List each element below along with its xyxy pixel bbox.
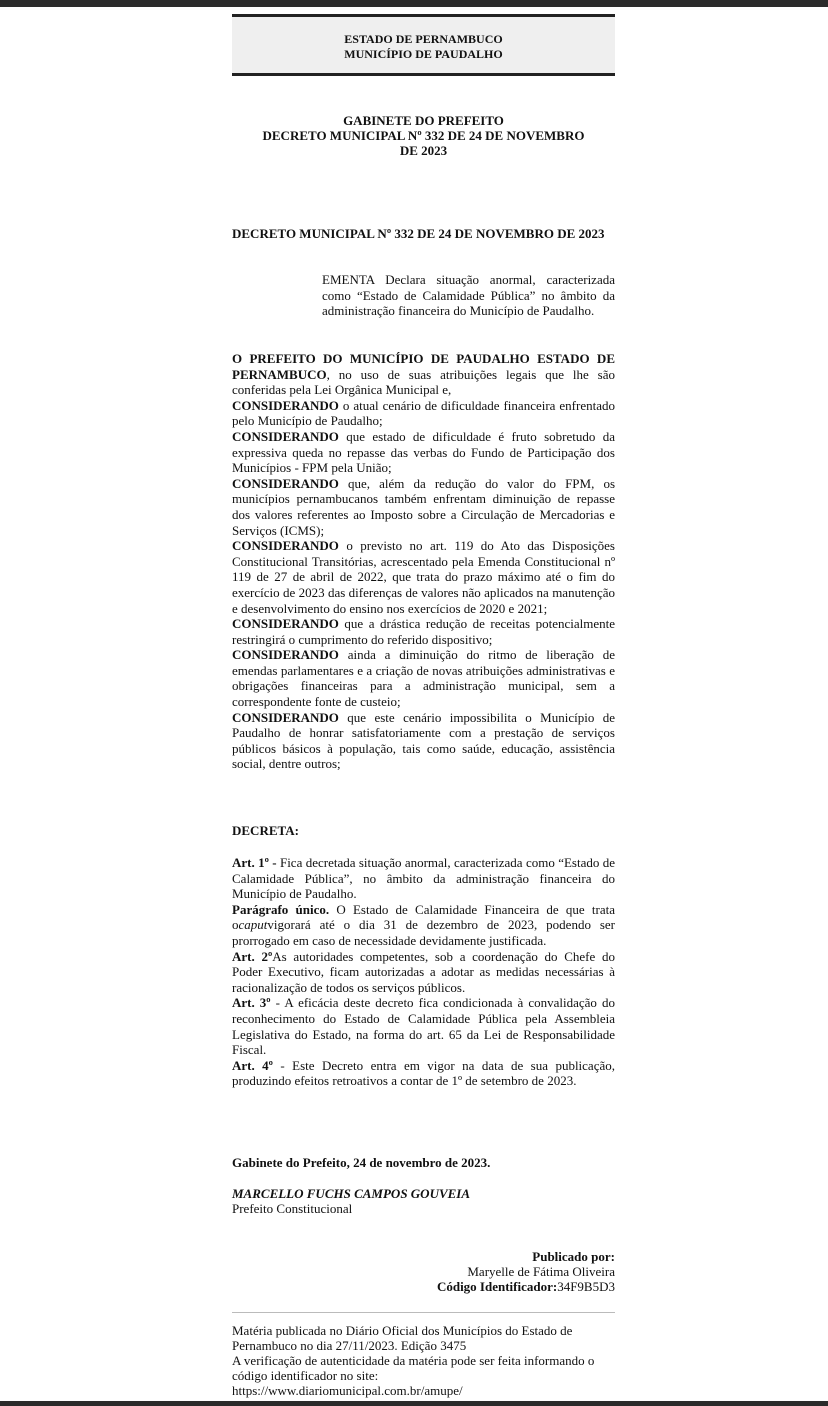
identifier-code: 34F9B5D3	[557, 1279, 615, 1294]
considerando-label: CONSIDERANDO	[232, 647, 339, 663]
considerando-1	[232, 398, 615, 429]
considerando-4	[232, 538, 615, 616]
considerando-text: que a drástica redução de receitas potencialmente restringirá o cumprimento do referido dispositivo;	[232, 616, 615, 647]
preamble-text: , no uso de suas atribuições legais que lhe são conferidas pela Lei Orgânica Municipal e,	[232, 366, 615, 398]
top-dark-bar	[0, 0, 828, 7]
paragrafo-text-b: vigorará até o dia 31 de dezembro de 2023, podendo ser prorrogado em caso de necessidade devidamente justificada.	[232, 917, 615, 948]
article-3	[232, 995, 615, 1057]
considerando-5	[232, 616, 615, 647]
article-4-text: - Este Decreto entra em vigor na data de sua publicação, produzindo efeitos retroativos a contar de 1º de setembro de 2023.	[232, 1057, 615, 1089]
ementa: EMENTA Declara situação anormal, caracterizada como “Estado de Calamidade Pública” no âmbito da administração financeira do Município de Paudalho.	[322, 272, 615, 318]
article-2	[232, 949, 615, 996]
state-header	[232, 14, 615, 76]
considerando-label: CONSIDERANDO	[232, 475, 339, 491]
signature-block	[232, 1186, 470, 1216]
title-decree-year: DE 2023	[399, 143, 448, 158]
footer-note	[232, 1323, 615, 1398]
preamble-lead: O PREFEITO DO MUNICÍPIO DE PAUDALHO ESTADO DE PERNAMBUCO	[232, 351, 615, 382]
gabinete-date: Gabinete do Prefeito, 24 de novembro de 2023.	[232, 1155, 491, 1170]
signer-role: Prefeito Constitucional	[232, 1201, 353, 1216]
paragrafo-caput: caput	[238, 917, 268, 933]
considerando-label: CONSIDERANDO	[232, 428, 339, 444]
considerando-text: o previsto no art. 119 do Ato das Disposições Constitucional Transitórias, acrescentado pela Emenda Constitucional nº 119 de 27 de abril de 2022, que trata do prazo máximo até o fim do exercício de 2023 das diferenças de valores não aplicados na manutenção e desenvolvimento do ensino nos exercícios de 2020 e 2021;	[232, 538, 615, 616]
considerando-6	[232, 647, 615, 709]
header-state: ESTADO DE PERNAMBUCO	[344, 32, 503, 46]
article-3-text: - A eficácia deste decreto fica condicionada à convalidação do reconhecimento do Estado de Calamidade Pública pela Assembleia Legislativa do Estado, na forma do art. 65 da Lei de Responsabilidade Fiscal.	[232, 995, 615, 1058]
preamble-and-considerandos	[232, 351, 615, 772]
article-4	[232, 1058, 615, 1089]
title-decree-line: DECRETO MUNICIPAL Nº 332 DE 24 DE NOVEMBRO	[262, 128, 585, 143]
considerando-label: CONSIDERANDO	[232, 538, 339, 554]
published-by-label: Publicado por:	[532, 1249, 615, 1264]
footer-divider	[232, 1312, 615, 1313]
paragrafo-unico	[232, 902, 615, 949]
bottom-dark-bar	[0, 1401, 828, 1406]
article-4-label: Art. 4º	[232, 1057, 273, 1073]
considerando-3	[232, 476, 615, 538]
articles	[232, 855, 615, 1089]
considerando-text: ainda a diminuição do ritmo de liberação de emendas parlamentares e a criação de novas atribuições administrativas e obrigações financeiras para a administração municipal, sem a correspondente fonte de custeio;	[232, 647, 615, 710]
considerando-label: CONSIDERANDO	[232, 709, 339, 725]
considerando-label: CONSIDERANDO	[232, 397, 339, 413]
publisher-block	[232, 1249, 615, 1294]
decreta-heading: DECRETA:	[232, 823, 299, 838]
footer-verification-info: A verificação de autenticidade da matéria pode ser feita informando o código identificador no site:	[232, 1353, 595, 1383]
title-office: GABINETE DO PREFEITO	[343, 113, 504, 128]
article-1-text: Fica decretada situação anormal, caracterizada como “Estado de Calamidade Pública”, no âmbito da administração financeira do Município de Paudalho.	[232, 855, 615, 902]
considerando-7	[232, 710, 615, 772]
header-municipality: MUNICÍPIO DE PAUDALHO	[344, 47, 503, 61]
considerando-text: que estado de dificuldade é fruto sobretudo da expressiva queda no repasse das verbas do Fundo de Participação dos Municípios - FPM pela União;	[232, 428, 615, 476]
document-title	[232, 113, 615, 158]
article-2-label: Art. 2º	[232, 948, 273, 964]
article-2-text: As autoridades competentes, sob a coordenação do Chefe do Poder Executivo, ficam autorizadas a adotar as medidas necessárias à racionalização de todos os serviços públicos.	[232, 948, 615, 995]
considerando-2	[232, 429, 615, 476]
considerando-text: que, além da redução do valor do FPM, os municípios pernambucanos também enfrentam diminuição de repasse dos valores referentes ao Imposto sobre a Circulação de Mercadorias e Serviços (ICMS);	[232, 475, 615, 538]
footer-publication-info: Matéria publicada no Diário Oficial dos Municípios do Estado de Pernambuco no dia 27/11/2023. Edição 3475	[232, 1323, 573, 1353]
article-1-label: Art. 1º -	[232, 855, 277, 870]
decree-heading: DECRETO MUNICIPAL Nº 332 DE 24 DE NOVEMBRO DE 2023	[232, 226, 605, 241]
paragrafo-text-a: O Estado de Calamidade Financeira de que trata o	[232, 901, 615, 933]
considerando-label: CONSIDERANDO	[232, 616, 339, 632]
footer-url-link[interactable]: https://www.diariomunicipal.com.br/amupe/	[232, 1383, 463, 1398]
article-1	[232, 855, 615, 902]
considerando-text: que este cenário impossibilita o Município de Paudalho de honrar satisfatoriamente com a prestação de serviços públicos básicos à população, tais como saúde, educação, assistência social, dentre outros;	[232, 709, 615, 772]
publisher-name: Maryelle de Fátima Oliveira	[467, 1264, 615, 1279]
considerando-text: o atual cenário de dificuldade financeira enfrentado pelo Município de Paudalho;	[232, 397, 615, 429]
preamble	[232, 351, 615, 398]
paragrafo-label: Parágrafo único.	[232, 901, 330, 917]
article-3-label: Art. 3º	[232, 995, 271, 1011]
code-label: Código Identificador:	[436, 1279, 558, 1294]
signer-name: MARCELLO FUCHS CAMPOS GOUVEIA	[232, 1186, 471, 1201]
